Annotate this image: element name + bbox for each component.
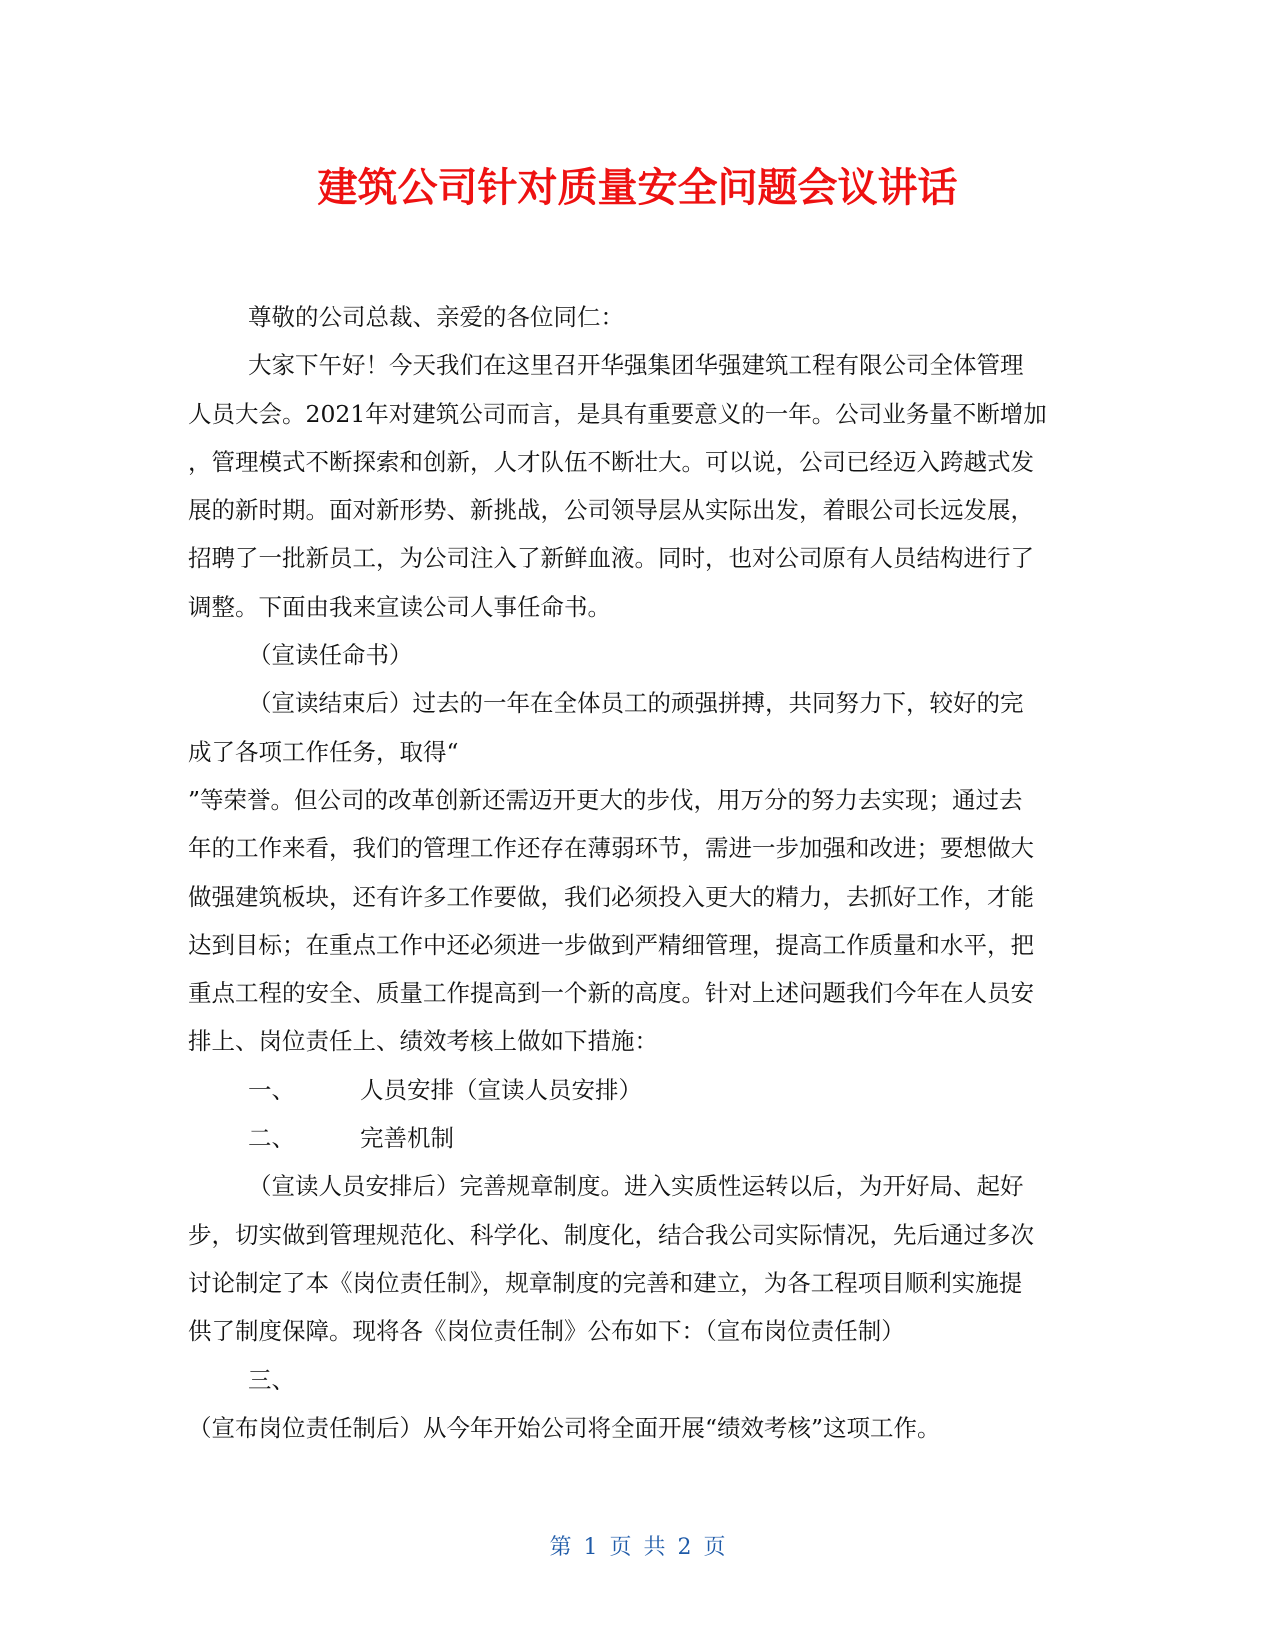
text-line: （宣读人员安排后）完善规章制度。进入实质性运转以后，为开好局、起好	[248, 1172, 1024, 1201]
text-line: 讨论制定了本《岗位责任制》，规章制度的完善和建立，为各工程项目顺利实施提	[188, 1268, 1023, 1297]
text-line: （宣读任命书）	[248, 641, 413, 670]
text-line: 招聘了一批新员工，为公司注入了新鲜血液。同时，也对公司原有人员结构进行了	[188, 544, 1034, 573]
list-item-number: 三、	[248, 1365, 295, 1394]
text-line: （宣布岗位责任制后）从今年开始公司将全面开展“绩效考核”这项工作。	[188, 1413, 941, 1442]
text-line: 重点工程的安全、质量工作提高到一个新的高度。针对上述问题我们今年在人员安	[188, 979, 1034, 1008]
list-item-text: 人员安排（宣读人员安排）	[360, 1075, 642, 1104]
document-body	[188, 293, 1088, 1452]
footer-label: 共	[643, 1535, 666, 1560]
footer-page-current: 1	[583, 1535, 598, 1560]
list-item	[188, 1066, 1088, 1114]
footer-label: 页	[703, 1535, 726, 1560]
list-item-number: 一、	[248, 1075, 295, 1104]
footer-label: 页	[609, 1535, 632, 1560]
text-line: 展的新时期。面对新形势、新挑战，公司领导层从实际出发，着眼公司长远发展，	[188, 496, 1034, 525]
list-item-text: 完善机制	[360, 1124, 454, 1153]
page-footer	[0, 1530, 1275, 1561]
document-title: 建筑公司针对质量安全问题会议讲话	[317, 165, 958, 211]
list-item	[188, 1356, 1088, 1404]
text-line: 成了各项工作任务，取得“	[188, 737, 459, 766]
text-line: ，管理模式不断探索和创新，人才队伍不断壮大。可以说，公司已经迈入跨越式发	[188, 447, 1034, 476]
text-line: 步，切实做到管理规范化、科学化、制度化，结合我公司实际情况，先后通过多次	[188, 1220, 1034, 1249]
text-line: 年的工作来看，我们的管理工作还存在薄弱环节，需进一步加强和改进；要想做大	[188, 834, 1034, 863]
text-line: 大家下午好！今天我们在这里召开华强集团华强建筑工程有限公司全体管理	[248, 351, 1024, 380]
text-line: 供了制度保障。现将各《岗位责任制》公布如下：（宣布岗位责任制）	[188, 1317, 905, 1346]
list-item-number: 二、	[248, 1124, 295, 1153]
text-line: 人员大会。2021年对建筑公司而言，是具有重要意义的一年。公司业务量不断增加	[188, 399, 1047, 428]
text-line: 排上、岗位责任上、绩效考核上做如下措施：	[188, 1027, 658, 1056]
text-line: 调整。下面由我来宣读公司人事任命书。	[188, 592, 611, 621]
list-item	[188, 1114, 1088, 1162]
salutation: 尊敬的公司总裁、亲爱的各位同仁：	[248, 303, 624, 331]
text-line: 达到目标；在重点工作中还必须进一步做到严精细管理，提高工作质量和水平，把	[188, 930, 1034, 959]
text-line: 做强建筑板块，还有许多工作要做，我们必须投入更大的精力，去抓好工作，才能	[188, 882, 1034, 911]
text-line: （宣读结束后）过去的一年在全体员工的顽强拼搏，共同努力下，较好的完	[248, 689, 1024, 718]
footer-page-total: 2	[677, 1535, 692, 1560]
footer-label: 第	[549, 1535, 572, 1560]
text-line: ”等荣誉。但公司的改革创新还需迈开更大的步伐，用万分的努力去实现；通过去	[188, 785, 1023, 814]
